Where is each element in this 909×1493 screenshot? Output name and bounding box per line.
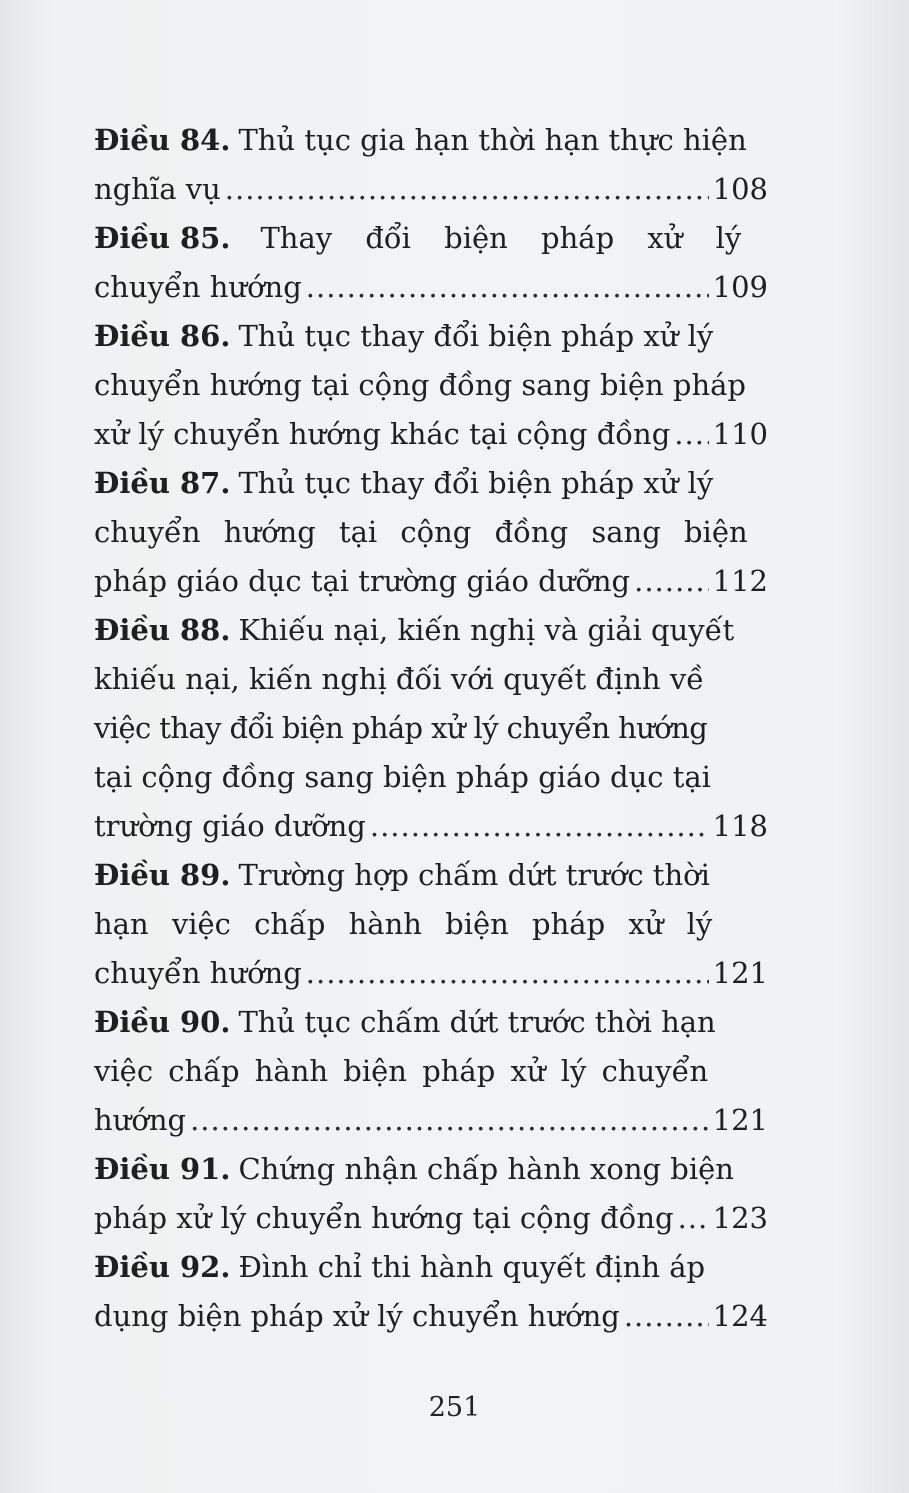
- toc-entry-84: [94, 116, 768, 214]
- article-number: Điều 90.: [94, 1005, 231, 1039]
- dot-leader: [624, 1292, 709, 1341]
- article-title-line: Đình chỉ thi hành quyết định áp: [238, 1250, 706, 1284]
- article-number: Điều 91.: [94, 1152, 231, 1186]
- toc-entry-91: [94, 1145, 768, 1243]
- page-ref: 108: [712, 172, 768, 206]
- toc-line: [94, 998, 768, 1047]
- article-title-line: Khiếu nại, kiến nghị và giải quyết: [238, 613, 735, 647]
- article-title-line: Thay đổi biện pháp xử lý: [260, 221, 742, 255]
- article-title-line: Thủ tục thay đổi biện pháp xử lý: [238, 466, 714, 500]
- page-ref: 110: [712, 417, 768, 451]
- toc-line: [94, 116, 768, 165]
- toc-line: [94, 410, 768, 459]
- article-title-line: trường giáo dưỡng: [94, 809, 366, 843]
- toc-line: [94, 557, 768, 606]
- toc-entry-85: [94, 214, 768, 312]
- page-ref: 121: [712, 1103, 768, 1137]
- article-number: Điều 89.: [94, 858, 231, 892]
- page-ref: 121: [712, 956, 768, 990]
- article-title-line: việc thay đổi biện pháp xử lý chuyển hướng: [94, 711, 708, 745]
- toc-line: [94, 361, 768, 410]
- article-number: Điều 86.: [94, 319, 231, 353]
- page-ref: 123: [712, 1201, 768, 1235]
- toc-line: [94, 1047, 768, 1096]
- article-number: Điều 92.: [94, 1250, 231, 1284]
- article-title-line: chuyển hướng: [94, 956, 302, 990]
- article-title-line: xử lý chuyển hướng khác tại cộng đồng: [94, 417, 671, 451]
- toc-line: [94, 802, 768, 851]
- dot-leader: [634, 557, 709, 606]
- page-ref: 118: [712, 809, 768, 843]
- toc-entry-89: [94, 851, 768, 998]
- toc-line: [94, 459, 768, 508]
- article-title-line: hướng: [94, 1103, 187, 1137]
- toc-line: [94, 851, 768, 900]
- toc-line: [94, 508, 768, 557]
- toc-line: [94, 704, 768, 753]
- article-number: Điều 84.: [94, 123, 231, 157]
- toc-entry-90: [94, 998, 768, 1145]
- toc-line: [94, 1145, 768, 1194]
- page-ref: 109: [712, 270, 768, 304]
- article-title-line: hạn việc chấp hành biện pháp xử lý: [94, 907, 713, 941]
- toc-entry-92: [94, 1243, 768, 1341]
- dot-leader: [190, 1096, 709, 1145]
- article-title-line: chuyển hướng tại cộng đồng sang biện pháp: [94, 368, 746, 402]
- article-title-line: pháp giáo dục tại trường giáo dưỡng: [94, 564, 631, 598]
- article-title-line: khiếu nại, kiến nghị đối với quyết định về: [94, 662, 705, 696]
- article-number: Điều 85.: [94, 221, 231, 255]
- toc-line: [94, 263, 768, 312]
- table-of-contents: [94, 116, 768, 1341]
- article-title-line: Thủ tục thay đổi biện pháp xử lý: [238, 319, 714, 353]
- article-number: Điều 87.: [94, 466, 231, 500]
- dot-leader: [678, 1194, 709, 1243]
- article-title-line: Chứng nhận chấp hành xong biện: [238, 1152, 734, 1186]
- toc-line: [94, 900, 768, 949]
- dot-leader: [306, 949, 709, 998]
- toc-entry-86: [94, 312, 768, 459]
- toc-line: [94, 1194, 768, 1243]
- article-title-line: dụng biện pháp xử lý chuyển hướng: [94, 1299, 620, 1333]
- toc-line: [94, 949, 768, 998]
- toc-entry-88: [94, 606, 768, 851]
- article-title-line: Thủ tục gia hạn thời hạn thực hiện: [238, 123, 747, 157]
- dot-leader: [225, 165, 709, 214]
- toc-line: [94, 1096, 768, 1145]
- toc-line: [94, 655, 768, 704]
- article-title-line: nghĩa vụ: [94, 172, 221, 206]
- article-title-line: chuyển hướng: [94, 270, 302, 304]
- toc-line: [94, 1243, 768, 1292]
- toc-line: [94, 753, 768, 802]
- toc-line: [94, 214, 768, 263]
- dot-leader: [306, 263, 709, 312]
- toc-line: [94, 1292, 768, 1341]
- toc-line: [94, 165, 768, 214]
- dot-leader: [370, 802, 709, 851]
- toc-line: [94, 606, 768, 655]
- article-title-line: việc chấp hành biện pháp xử lý chuyển: [94, 1054, 709, 1088]
- article-title-line: Trường hợp chấm dứt trước thời: [238, 858, 710, 892]
- page-ref: 112: [712, 564, 768, 598]
- toc-entry-87: [94, 459, 768, 606]
- toc-line: [94, 312, 768, 361]
- page-ref: 124: [712, 1299, 768, 1333]
- article-number: Điều 88.: [94, 613, 231, 647]
- article-title-line: chuyển hướng tại cộng đồng sang biện: [94, 515, 748, 549]
- article-title-line: tại cộng đồng sang biện pháp giáo dục tại: [94, 760, 711, 794]
- article-title-line: pháp xử lý chuyển hướng tại cộng đồng: [94, 1201, 674, 1235]
- article-title-line: Thủ tục chấm dứt trước thời hạn: [238, 1005, 716, 1039]
- dot-leader: [674, 410, 708, 459]
- page-number: 251: [428, 1392, 481, 1423]
